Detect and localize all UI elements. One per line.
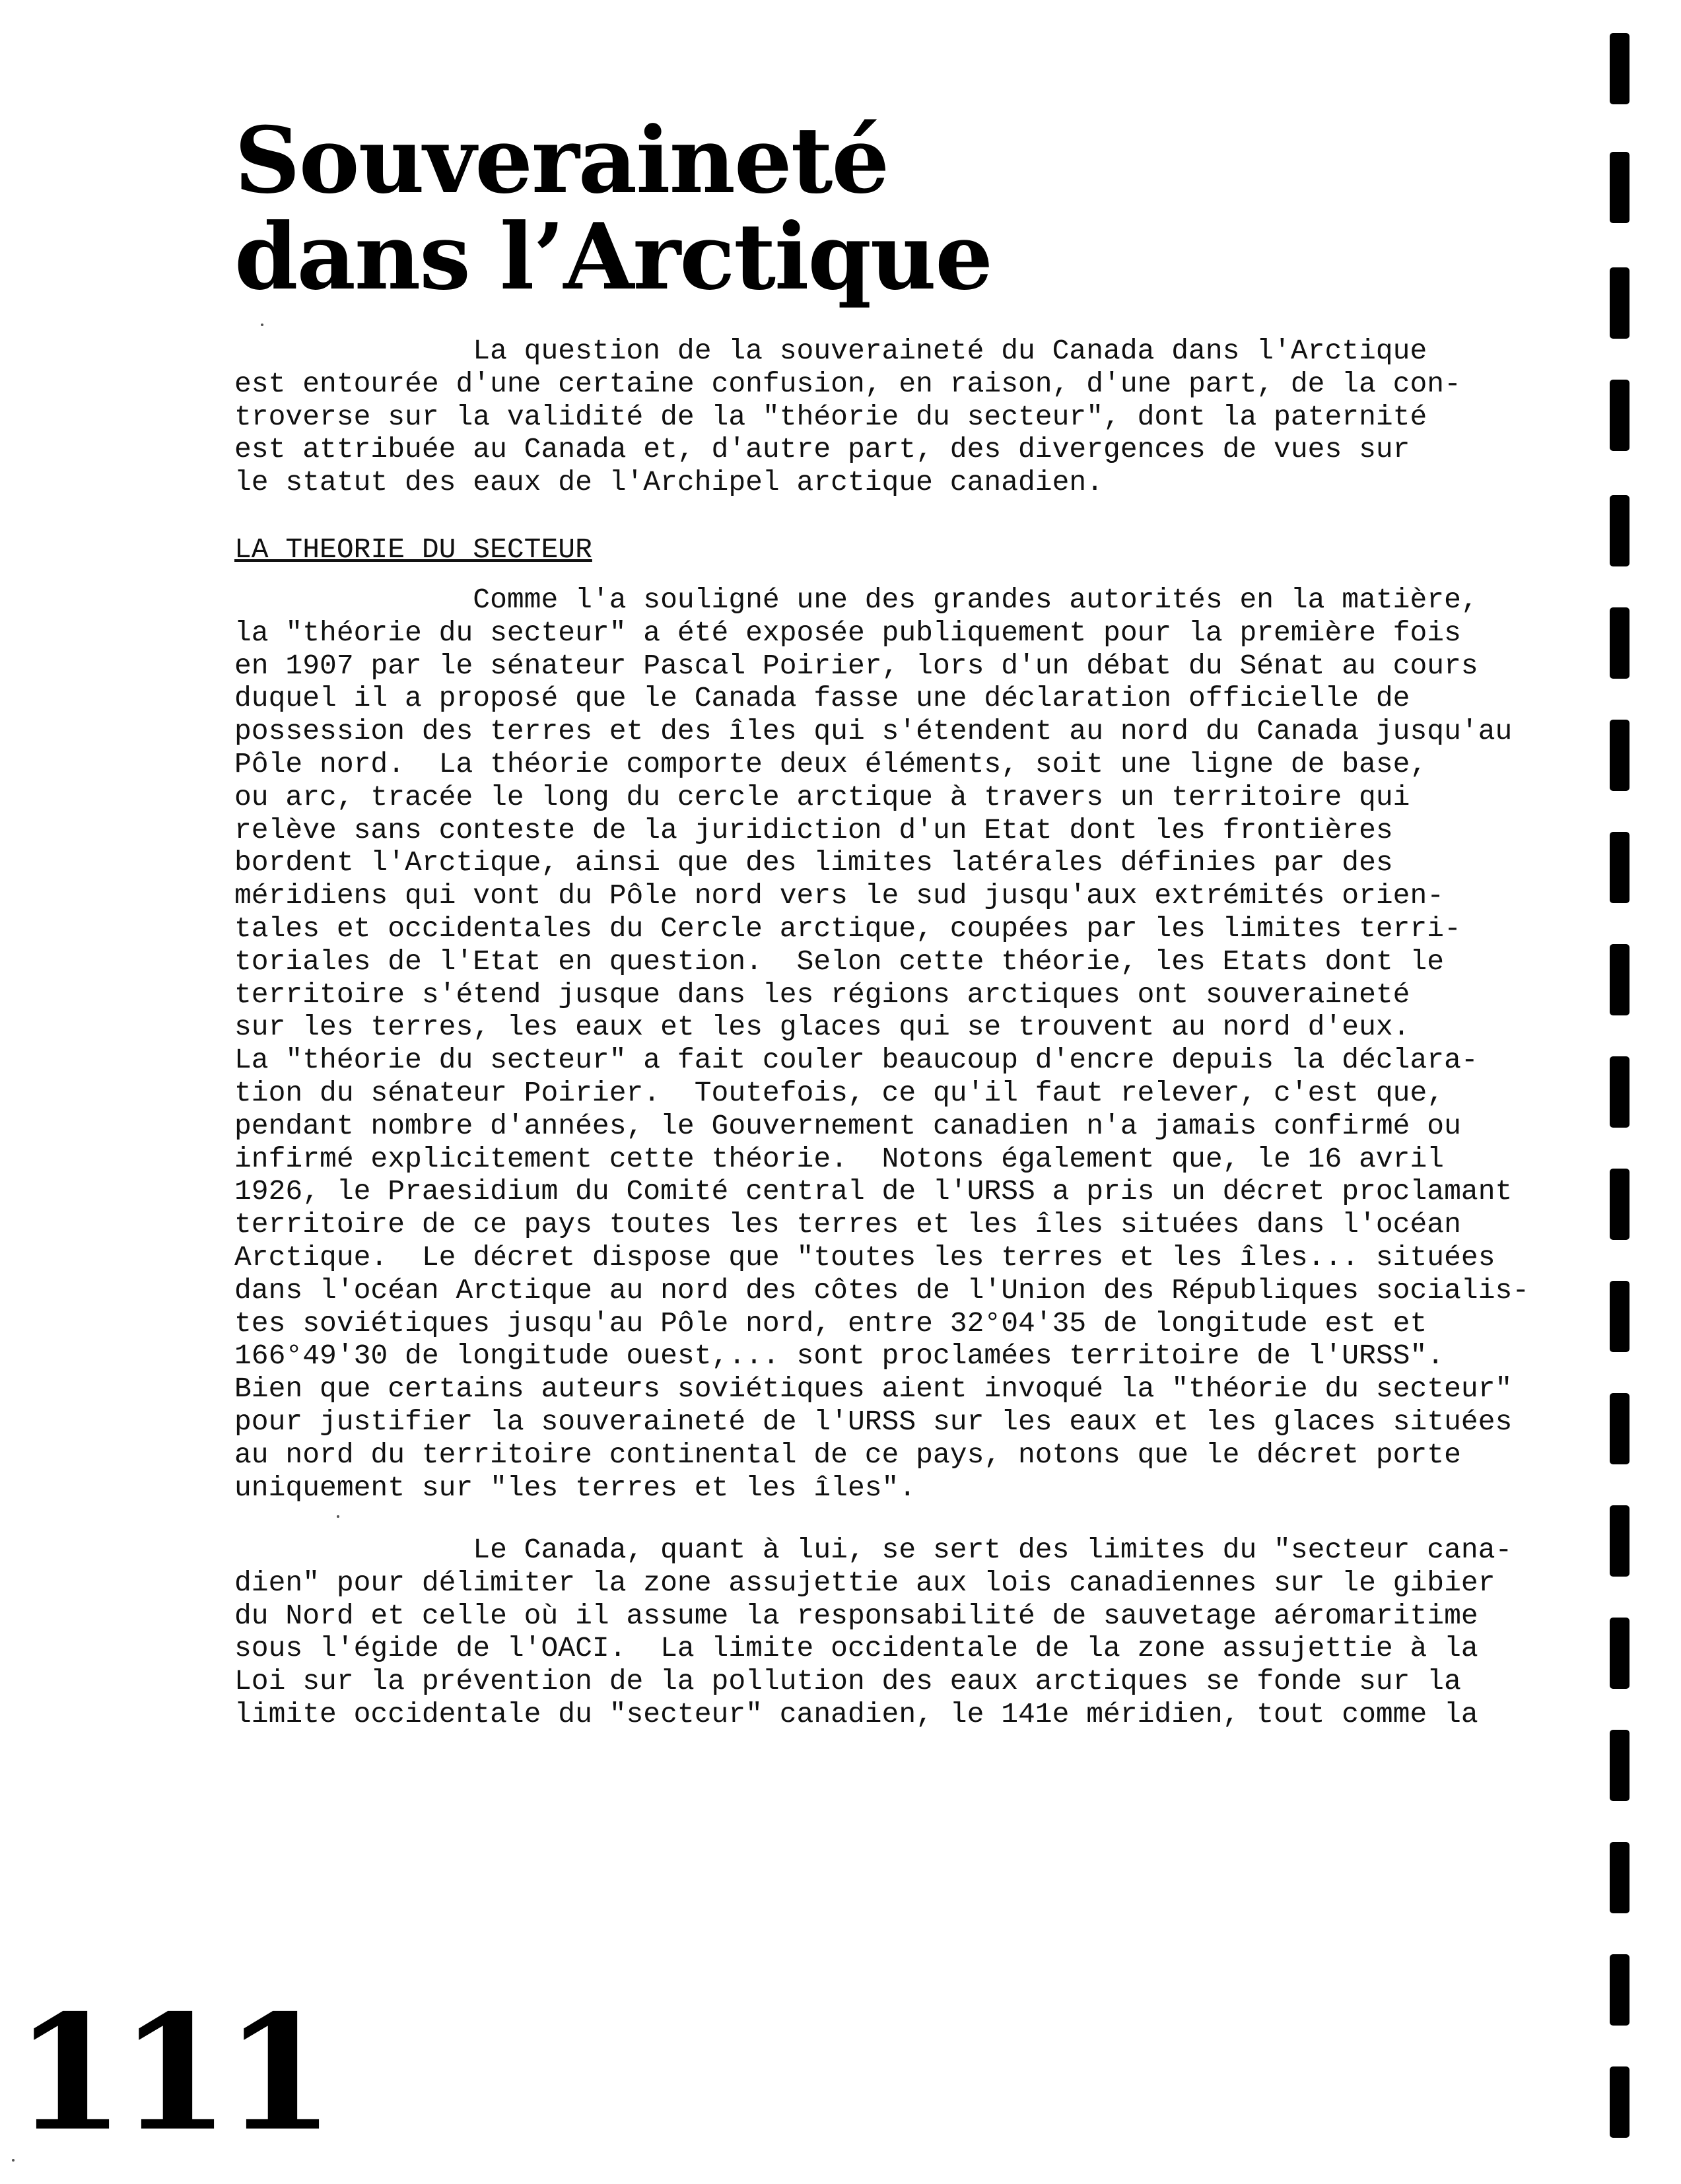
binding-mark <box>1610 1618 1630 1689</box>
section-paragraph-1: Comme l'a souligné une des grandes autorités en la matière, la "théorie du secteur" a été exposée publiquement pour la première fois en 1907 par le sénateur Pascal Poirier, lors d'un débat du Sénat au cours duquel il a proposé que le Canada fasse une déclaration officielle de possession des terres et des îles qui s'étendent au nord du Canada jusqu'au Pôle nord. La théorie comporte deux éléments, soit une ligne de base, ou arc, tracée le long du cercle arctique à travers un territoire qui relève sans conteste de la juridiction d'un Etat dont les frontières bordent l'Arctique, ainsi que des limites latérales définies par des méridiens qui vont du Pôle nord vers le sud jusqu'aux extrémités orien- tales et occidentales du Cercle arctique, coupées par les limites terri- toriales de l'Etat en question. Selon cette théorie, les Etats dont le territoire s'étend jusque dans les régions arctiques ont souveraineté sur les terres, les eaux et les glaces qui se trouvent au nord d'eux. La "théorie du secteur" a fait couler beaucoup d'encre depuis la déclara- tion du sénateur Poirier. Toutefois, ce qu'il faut relever, c'est que, pendant nombre d'années, le Gouvernement canadien n'a jamais confirmé ou infirmé explicitement cette théorie. Notons également que, le 16 avril 1926, le Praesidium du Comité central de l'URSS a pris un décret proclamant territoire de ce pays toutes les terres et les îles situées dans l'océan Arctique. Le décret dispose que "toutes les terres et les îles... situées dans l'océan Arctique au nord des côtes de l'Union des Républiques socialis- tes soviétiques jusqu'au Pôle nord, entre 32°04'35 de longitude est et 166°49'30 de longitude ouest,... sont proclamées territoire de l'URSS". Bien que certains auteurs soviétiques aient invoqué la "théorie du secteur" pour justifier la souveraineté de l'URSS sur les eaux et les glaces situées au nord du territoire continental de ce pays, notons que le décret porte uniquement sur "les terres et les îles". <box>234 584 1530 1504</box>
binding-holes <box>1606 0 1645 2184</box>
section-heading: LA THEORIE DU SECTEUR <box>234 533 592 566</box>
binding-mark <box>1610 1393 1630 1464</box>
binding-mark <box>1610 33 1630 104</box>
binding-mark <box>1610 1281 1630 1352</box>
binding-mark <box>1610 832 1630 903</box>
binding-mark <box>1610 1954 1630 2026</box>
section-paragraph-2: Le Canada, quant à lui, se sert des limites du "secteur cana- dien" pour délimiter la zone assujettie aux lois canadiennes sur le gibier du Nord et celle où il assume la responsabilité de sauvetage aéromaritime sous l'égide de l'OACI. La limite occidentale de la zone assujettie à la Loi sur la prévention de la pollution des eaux arctiques se fonde sur la limite occidentale du "secteur" canadien, le 141e méridien, tout comme la <box>234 1534 1513 1730</box>
binding-mark <box>1610 1505 1630 1577</box>
page-number: 111 <box>15 1980 329 2166</box>
binding-mark <box>1610 380 1630 451</box>
scan-speck <box>261 324 263 326</box>
binding-mark <box>1610 2066 1630 2138</box>
binding-mark <box>1610 495 1630 566</box>
binding-mark <box>1610 607 1630 679</box>
binding-mark <box>1610 720 1630 791</box>
binding-mark <box>1610 267 1630 339</box>
title-line-2: dans l’Arctique <box>234 203 992 310</box>
binding-mark <box>1610 1056 1630 1128</box>
binding-mark <box>1610 1842 1630 1913</box>
scan-speck <box>337 1515 339 1518</box>
title-line-1: Souveraineté <box>234 106 889 214</box>
binding-mark <box>1610 1730 1630 1801</box>
binding-mark <box>1610 944 1630 1015</box>
binding-mark <box>1610 152 1630 223</box>
intro-paragraph: La question de la souveraineté du Canada dans l'Arctique est entourée d'une certaine confusion, en raison, d'une part, de la con- troverse sur la validité de la "théorie du secteur", dont la paternité est attribuée au Canada et, d'autre part, des divergences de vues sur le statut des eaux de l'Archipel arctique canadien. <box>234 335 1461 499</box>
page-title <box>234 106 992 310</box>
binding-mark <box>1610 1169 1630 1240</box>
scan-speck <box>12 2159 15 2162</box>
